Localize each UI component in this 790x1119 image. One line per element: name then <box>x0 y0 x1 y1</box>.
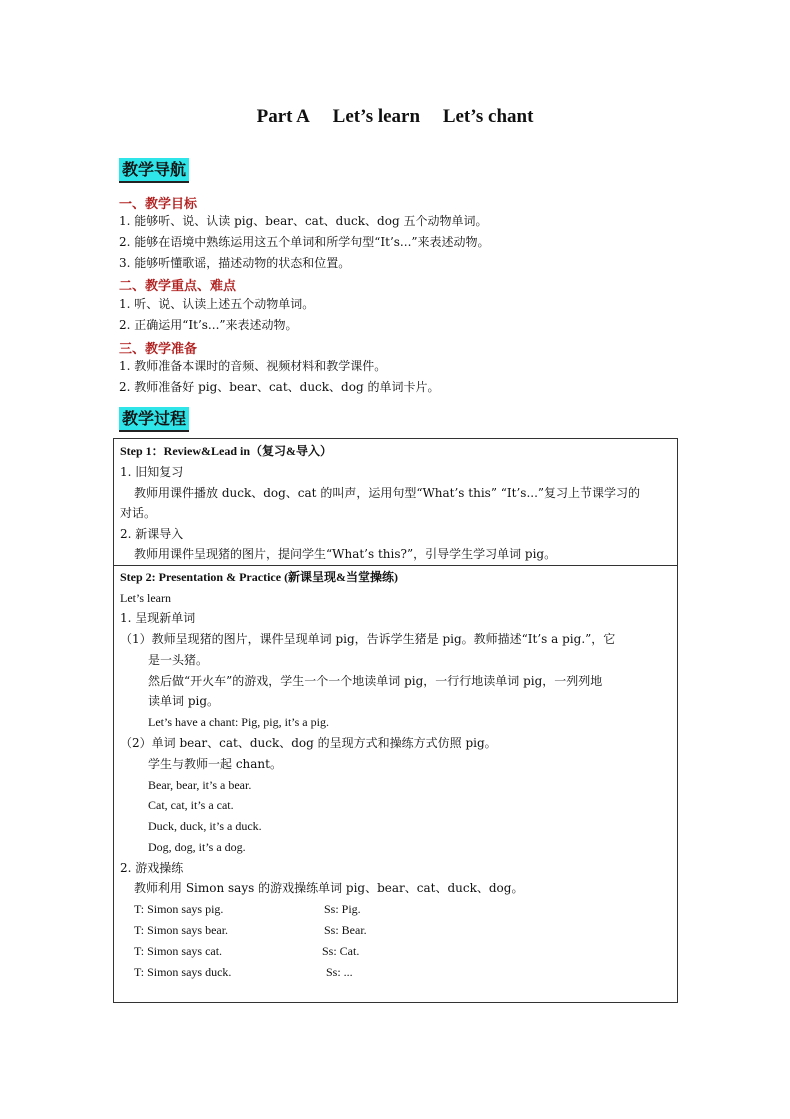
dialogue-teacher: T: Simon says duck. <box>134 965 232 979</box>
step2-line: 然后做“开火车”的游戏，学生一个一个地读单词 pig，一行行地读单词 pig，一列列地 <box>148 674 603 688</box>
step2-line: 2. 游戏操练 <box>120 861 184 875</box>
dialogue-teacher: T: Simon says bear. <box>134 923 229 937</box>
step2-line: 1. 呈现新单词 <box>120 611 196 625</box>
title-learn: Let’s learn <box>332 106 421 127</box>
step1-line: 教师用课件呈现猪的图片，提问学生“What’s this?”，引导学生学习单词 pig。 <box>134 547 557 561</box>
step1-line: 2. 新课导入 <box>120 527 184 541</box>
step2-line: （1）教师呈现猪的图片，课件呈现单词 pig，告诉学生猪是 pig。教师描述“It’s a pig.”，它 <box>120 632 616 646</box>
goal-item: 2. 能够在语境中熟练运用这五个单词和所学句型“It’s...”来表述动物。 <box>119 235 490 249</box>
step2-line: （2）单词 bear、cat、duck、dog 的呈现方式和操练方式仿照 pig。 <box>120 736 497 750</box>
preparation-item: 1. 教师准备本课时的音频、视频材料和教学课件。 <box>119 359 387 373</box>
title-part: Part A <box>256 106 310 127</box>
step2-line: 学生与教师一起 chant。 <box>148 757 282 771</box>
step2-box <box>113 566 678 1003</box>
dialogue-students: Ss: Pig. <box>324 902 361 916</box>
step2-title: Step 2: Presentation & Practice (新课呈现&当堂操练) <box>120 570 399 584</box>
step2-line: 是一头猪。 <box>148 653 209 667</box>
preparation-heading: 三、教学准备 <box>119 342 198 357</box>
dialogue-teacher: T: Simon says cat. <box>134 944 223 958</box>
step1-line: 1. 旧知复习 <box>120 465 184 479</box>
dialogue-students: Ss: Bear. <box>324 923 367 937</box>
step1-line: 对话。 <box>120 506 157 520</box>
step2-line: Let’s learn <box>120 591 171 605</box>
step2-line: 读单词 pig。 <box>148 694 220 708</box>
step2-line: Cat, cat, it’s a cat. <box>148 798 234 812</box>
key-point-item: 2. 正确运用“It’s...”来表述动物。 <box>119 318 298 332</box>
goal-item: 1. 能够听、说、认读 pig、bear、cat、duck、dog 五个动物单词。 <box>119 214 488 228</box>
title-chant: Let’s chant <box>442 106 534 127</box>
page-title <box>0 106 790 128</box>
step2-line: Dog, dog, it’s a dog. <box>148 840 246 854</box>
step2-line: 教师利用 Simon says 的游戏操练单词 pig、bear、cat、duck、dog。 <box>134 881 524 895</box>
teaching-process-heading: 教学过程 <box>119 407 189 432</box>
step1-title: Step 1：Review&Lead in（复习&导入） <box>120 444 332 458</box>
step2-line: Bear, bear, it’s a bear. <box>148 778 252 792</box>
dialogue-students: Ss: ... <box>326 965 353 979</box>
step1-box <box>113 438 678 566</box>
key-point-item: 1. 听、说、认读上述五个动物单词。 <box>119 297 315 311</box>
dialogue-students: Ss: Cat. <box>322 944 360 958</box>
step2-line: Duck, duck, it’s a duck. <box>148 819 262 833</box>
step2-line: Let’s have a chant: Pig, pig, it’s a pig. <box>148 715 329 729</box>
dialogue-teacher: T: Simon says pig. <box>134 902 224 916</box>
key-points-heading: 二、教学重点、难点 <box>119 279 237 294</box>
goal-item: 3. 能够听懂歌谣，描述动物的状态和位置。 <box>119 256 351 270</box>
goals-heading: 一、教学目标 <box>119 197 198 212</box>
step1-line: 教师用课件播放 duck、dog、cat 的叫声，运用句型“What’s this” “It’s...”复习上节课学习的 <box>134 486 641 500</box>
teaching-navigation-heading: 教学导航 <box>119 158 189 183</box>
preparation-item: 2. 教师准备好 pig、bear、cat、duck、dog 的单词卡片。 <box>119 380 440 394</box>
